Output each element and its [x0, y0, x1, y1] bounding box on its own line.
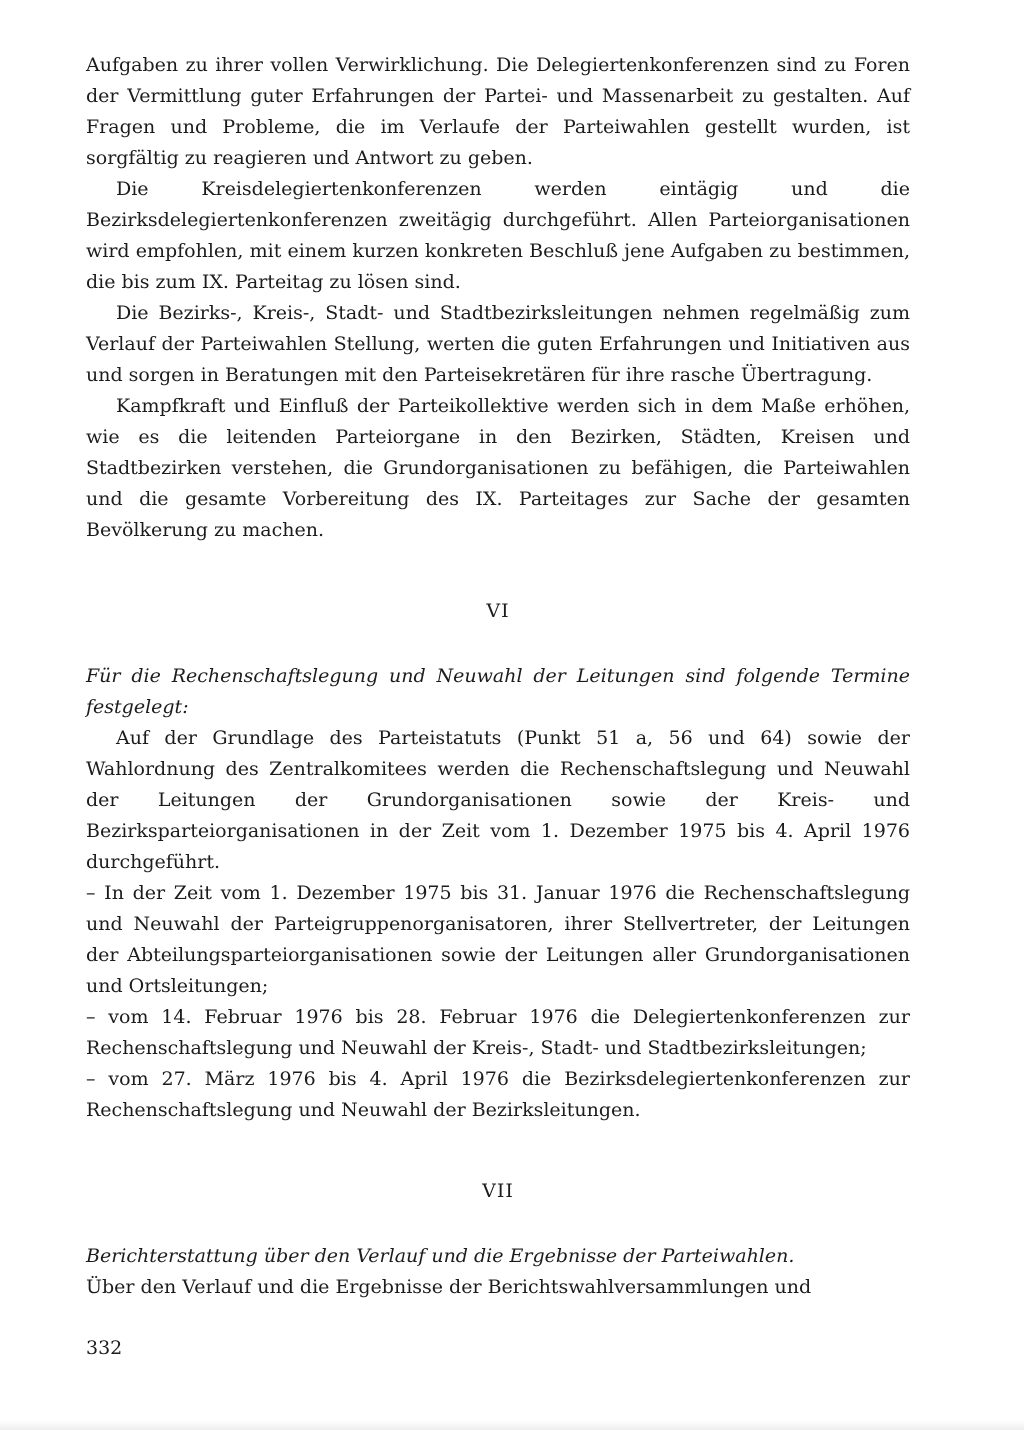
paragraph-leitungen: Die Bezirks-, Kreis-, Stadt- und Stadtbezirksleitungen nehmen regelmäßig zum Verlauf der Parteiwahlen Stellung, werten die guten Erfahrungen und Initiativen aus und sorgen in Beratungen mit den Parteisekretären für ihre rasche Übertragung.	[86, 302, 910, 386]
section-vi-intro: Für die Rechenschaftslegung und Neuwahl der Leitungen sind folgende Termine festgelegt:	[86, 665, 910, 718]
heading-spacer	[86, 627, 910, 661]
text-column	[86, 50, 910, 1303]
section-vii-body: Über den Verlauf und die Ergebnisse der Berichtswahlversammlungen und	[86, 1276, 812, 1298]
section-heading-vi: VI	[486, 600, 510, 622]
section-heading-vii: VII	[482, 1180, 514, 1202]
list-item-maerz: – vom 27. März 1976 bis 4. April 1976 die Bezirksdelegiertenkonferenzen zur Rechenschaftslegung und Neuwahl der Bezirksleitungen.	[86, 1068, 910, 1121]
list-item-februar: – vom 14. Februar 1976 bis 28. Februar 1976 die Delegiertenkonferenzen zur Rechenschaftslegung und Neuwahl der Kreis-, Stadt- und Stadtbezirksleitungen;	[86, 1006, 910, 1059]
section-spacer	[86, 546, 910, 596]
paragraph-konferenzen: Die Kreisdelegiertenkonferenzen werden eintägig und die Bezirksdelegiertenkonferenzen zweitägig durchgeführt. Allen Parteiorganisationen wird empfohlen, mit einem kurzen konkreten Beschluß jene Aufgaben zu bestimmen, die bis zum IX. Parteitag zu lösen sind.	[86, 178, 910, 293]
scan-edge	[0, 1420, 1024, 1430]
section-spacer	[86, 1126, 910, 1176]
heading-spacer	[86, 1207, 910, 1241]
list-item-dezember: – In der Zeit vom 1. Dezember 1975 bis 31. Januar 1976 die Rechenschaftslegung und Neuwahl der Parteigruppenorganisatoren, ihrer Stellvertreter, der Leitungen der Abteilungsparteiorganisationen sowie der Leitungen aller Grundorganisationen und Ortsleitungen;	[86, 882, 910, 997]
section-vi-body: Auf der Grundlage des Parteistatuts (Punkt 51 a, 56 und 64) sowie der Wahlordnung des Zentralkomitees werden die Rechenschaftslegung und Neuwahl der Leitungen der Grundorganisationen sowie der Kreis- und Bezirksparteiorganisationen in der Zeit vom 1. Dezember 1975 bis 4. April 1976 durchgeführt.	[86, 727, 910, 873]
paragraph-kampfkraft: Kampfkraft und Einfluß der Parteikollektive werden sich in dem Maße erhöhen, wie es die leitenden Parteiorgane in den Bezirken, Städten, Kreisen und Stadtbezirken verstehen, die Grundorganisationen zu befähigen, die Parteiwahlen und die gesamte Vorbereitung des IX. Parteitages zur Sache der gesamten Bevölkerung zu machen.	[86, 395, 910, 541]
paragraph-continuation: Aufgaben zu ihrer vollen Verwirklichung. Die Delegiertenkonferenzen sind zu Foren der Vermittlung guter Erfahrungen der Partei- und Massenarbeit zu gestalten. Auf Fragen und Probleme, die im Verlaufe der Parteiwahlen gestellt wurden, ist sorgfältig zu reagieren und Antwort zu geben.	[86, 54, 910, 169]
section-vii-intro: Berichterstattung über den Verlauf und die Ergebnisse der Parteiwahlen.	[86, 1245, 795, 1267]
page-number: 332	[86, 1337, 123, 1359]
